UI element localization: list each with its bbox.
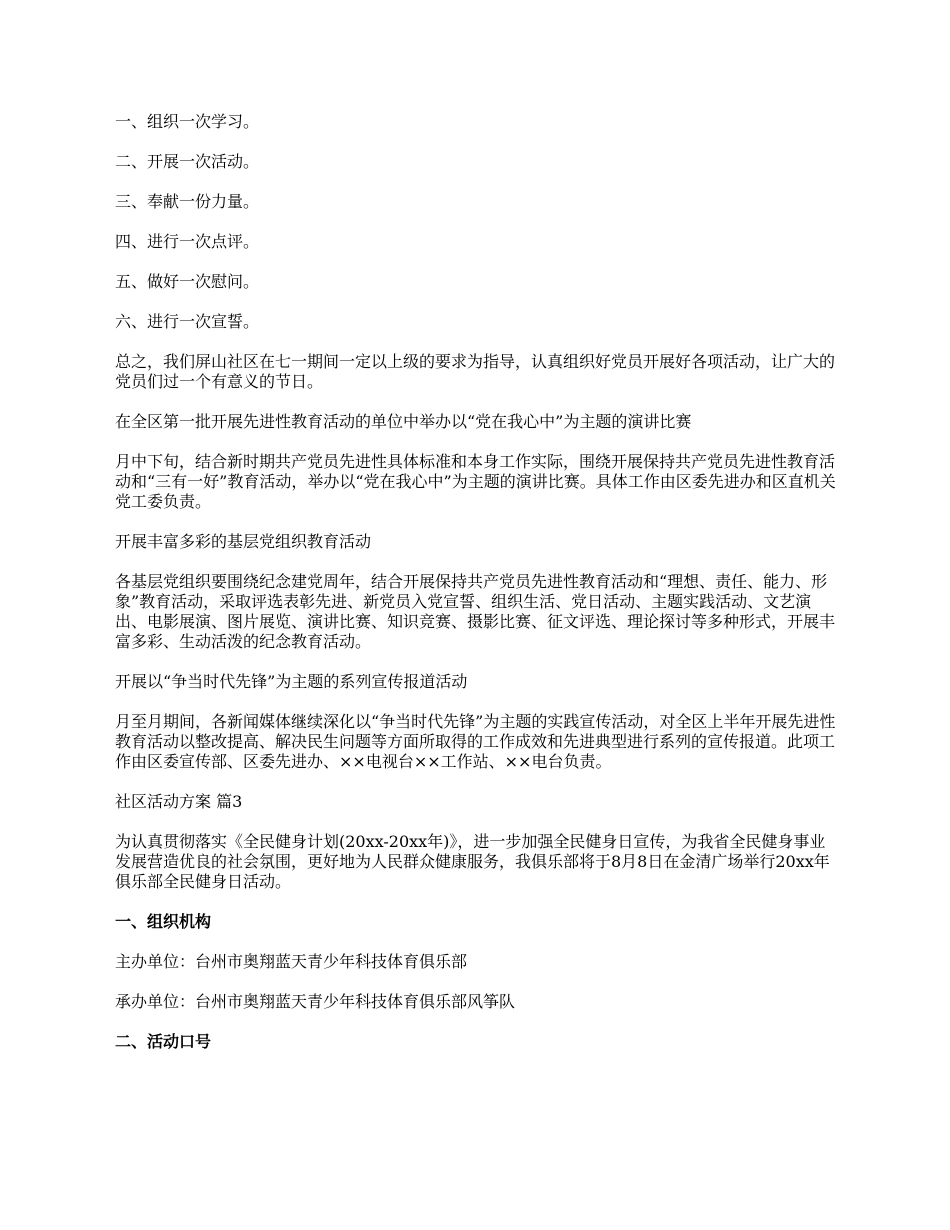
paragraph-7: 总之，我们屏山社区在七一期间一定以上级的要求为指导，认真组织好党员开展好各项活动，让广大的党员们过一个有意义的节日。 [115,352,836,391]
paragraph-9: 月中下旬，结合新时期共产党员先进性具体标准和本身工作实际，围绕开展保持共产党员先进性教育活动和“三有一好”教育活动，举办以“党在我心中”为主题的演讲比赛。具体工作由区委先进办和区直机关党工委负责。 [115,452,836,511]
paragraph-2: 二、开展一次活动。 [115,152,260,171]
paragraph-6: 六、进行一次宣誓。 [115,312,260,331]
paragraph-4: 四、进行一次点评。 [115,232,260,251]
paragraph-1: 一、组织一次学习。 [115,112,260,131]
paragraph-15: 为认真贯彻落实《全民健身计划(20xx-20xx年)》，进一步加强全民健身日宣传，为我省全民健身事业发展营造优良的社会氛围，更好地为人民群众健康服务，我俱乐部将于8月8日在金清广场举行20xx年俱乐部全民健身日活动。 [115,832,830,891]
section-heading-organization: 一、组织机构 [115,912,212,931]
paragraph-14: 社区活动方案 篇3 [115,792,243,811]
paragraph-3: 三、奉献一份力量。 [115,192,260,211]
paragraph-8: 在全区第一批开展先进性教育活动的单位中举办以“党在我心中”为主题的演讲比赛 [115,412,692,431]
document-body [115,112,840,1072]
paragraph-11: 各基层党组织要围绕纪念建党周年，结合开展保持共产党员先进性教育活动和“理想、责任、能力、形象”教育活动，采取评选表彰先进、新党员入党宣誓、组织生活、党日活动、主题实践活动、文艺演出、电影展演、图片展览、演讲比赛、知识竞赛、摄影比赛、征文评选、理论探讨等多种形式，开展丰富多彩、生动活泼的纪念教育活动。 [115,572,836,651]
paragraph-10: 开展丰富多彩的基层党组织教育活动 [115,532,372,551]
paragraph-13: 月至月期间，各新闻媒体继续深化以“争当时代先锋”为主题的实践宣传活动，对全区上半年开展先进性教育活动以整改提高、解决民生问题等方面所取得的工作成效和先进典型进行系列的宣传报道。此项工作由区委宣传部、区委先进办、××电视台××工作站、××电台负责。 [115,712,836,771]
paragraph-18: 承办单位：台州市奥翔蓝天青少年科技体育俱乐部风筝队 [115,992,516,1011]
paragraph-12: 开展以“争当时代先锋”为主题的系列宣传报道活动 [115,672,468,691]
section-heading-slogan: 二、活动口号 [115,1032,212,1051]
paragraph-5: 五、做好一次慰问。 [115,272,260,291]
paragraph-17: 主办单位：台州市奥翔蓝天青少年科技体育俱乐部 [115,952,468,971]
